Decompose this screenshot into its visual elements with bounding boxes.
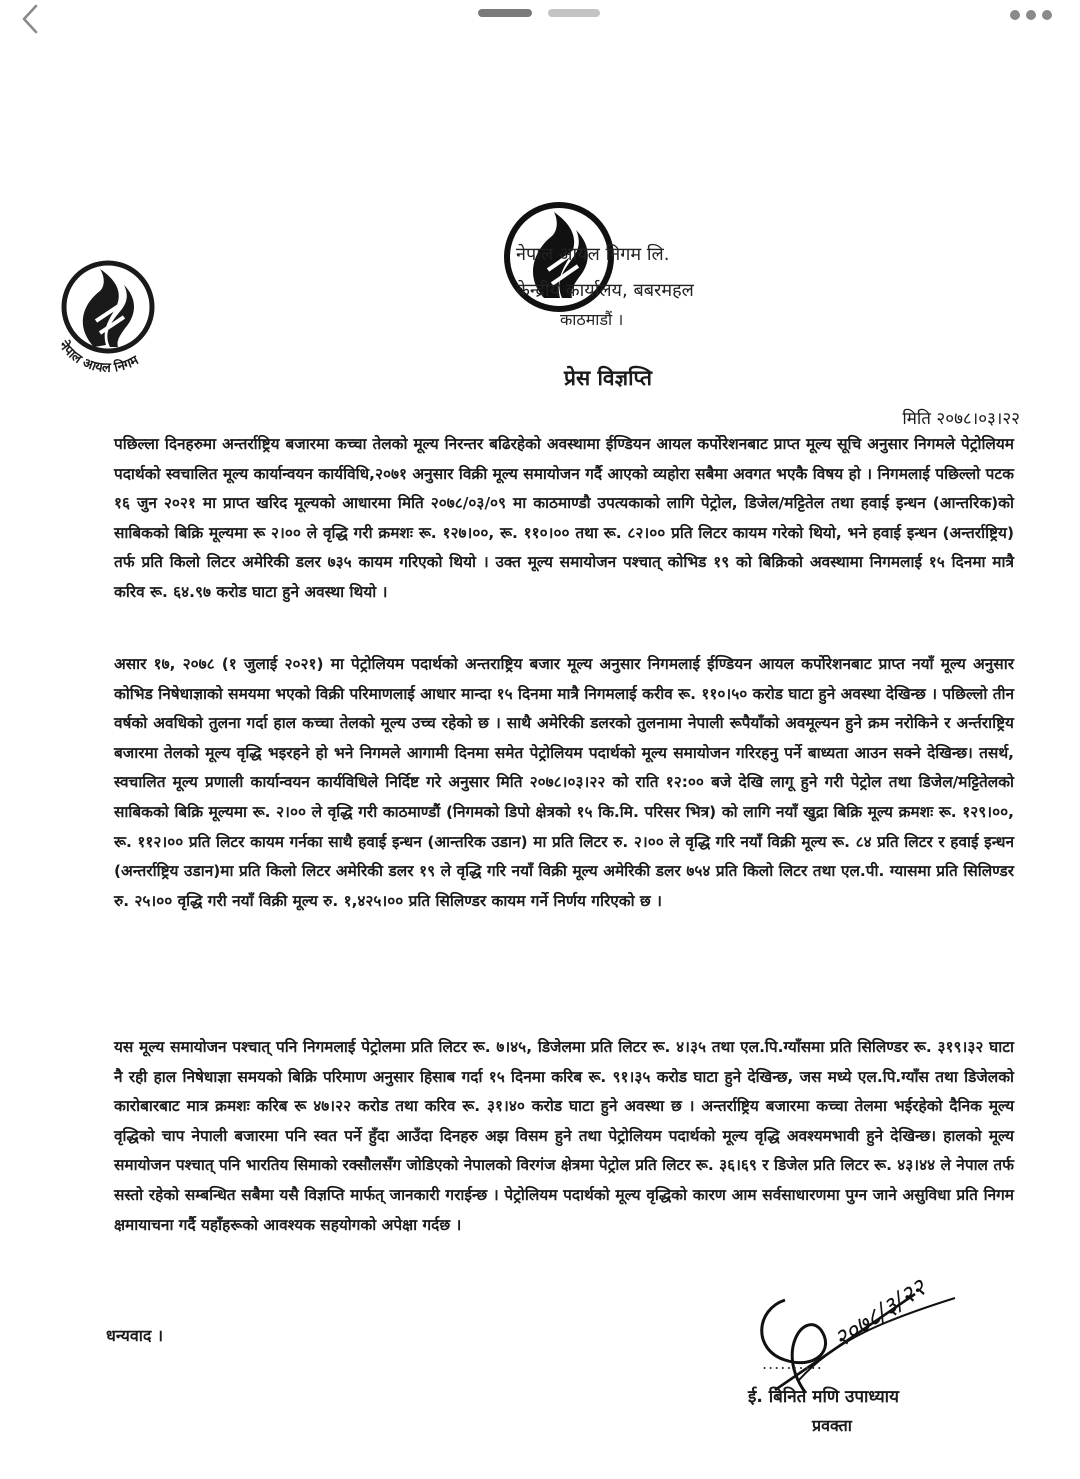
logo-seal-text: नेपाल आयल निगम [55, 338, 142, 376]
more-horizontal-icon [1006, 4, 1056, 26]
document-date: मिति २०७८।०३।२२ [902, 409, 1020, 429]
body-paragraph-3: यस मूल्य समायोजन पश्चात् पनि निगमलाई पेट्रोलमा प्रति लिटर रू. ७।४५, डिजेलमा प्रति लिटर रू. ४।३५ तथा एल.पि.ग्याँसमा प्रति सिलिण्डर रू. ३१९।३२ घाटा नै रही हाल निषेधाज्ञा समयको बिक्रि परिमाण अनुसार हिसाब गर्दा १५ दिनमा करिब रू. ९१।३५ करोड घाटा हुने देखिन्छ, जस मध्ये एल.पि.ग्याँस तथा डिजेलको कारोबारबाट मात्र क्रमशः करिब रू ४७।२२ करोड तथा करिव रू. ३१।४० करोड घाटा हुने अवस्था छ । अन्तर्राष्ट्रिय बजारमा कच्चा तेलमा भईरहेको दैनिक मूल्य वृद्धिको चाप नेपाली बजारमा पनि स्वत पर्ने हुँदा आउँदा दिनहरु अझ विसम हुने तथा पेट्रोलियम पदार्थको मूल्य वृद्धि अवश्यमभावी हुने देखिन्छ। हालको मूल्य समायोजन पश्चात् पनि भारतिय सिमाको रक्सौलसँग जोडिएको नेपालको विरगंज क्षेत्रमा पेट्रोल प्रति लिटर रू. ३६।६९ र डिजेल प्रति लिटर रू. ४३।४४ ले नेपाल तर्फ सस्तो रहेको सम्बन्धित सबैमा यसै विज्ञप्ति मार्फत् जानकारी गराईन्छ । पेट्रोलियम पदार्थको मूल्य वृद्धिको कारण आम सर्वसाधारणमा पुग्न जाने असुविधा प्रति निगम क्षमायाचना गर्दै यहाँहरूको आवश्यक सहयोगको अपेक्षा गर्दछ । [114, 1038, 1014, 1234]
signer-name: ई. बिनित मणि उपाध्याय [748, 1387, 899, 1407]
back-button[interactable] [12, 2, 46, 36]
body-paragraph-1: पछिल्ला दिनहरुमा अन्तर्राष्ट्रिय बजारमा कच्चा तेलको मूल्य निरन्तर बढिरहेको अवस्थामा ईण्डियन आयल कर्पोरेशनबाट प्राप्त मूल्य सूचि अनुसार निगमले पेट्रोलियम पदार्थको स्वचालित मूल्य कार्यान्वयन कार्यविधि,२०७१ अनुसार विक्री मूल्य समायोजन गर्दै आएको व्यहोरा सबैमा अवगत भएकै विषय हो । निगमलाई पछिल्लो पटक १६ जुन २०२१ मा प्राप्त खरिद मूल्यको आधारमा मिति २०७८/०३/०९ मा काठमाण्डौ उपत्यकाको लागि पेट्रोल, डिजेल/मट्टितेल तथा हवाई इन्धन (आन्तरिक)को साबिकको बिक्रि मूल्यमा रू २।०० ले वृद्धि गरी क्रमशः रू. १२७।००, रू. ११०।०० तथा रू. ८२।०० प्रति लिटर कायम गरेको थियो, भने हवाई इन्धन (अन्तर्राष्ट्रिय) तर्फ प्रति किलो लिटर अमेरिकी डलर ७३५ कायम गरिएको थियो । उक्त मूल्य समायोजन पश्चात् कोभिड १९ को बिक्रिको अवस्थामा निगमलाई १५ दिनमा मात्रै करिव रू. ६४.९७ करोड घाटा हुने अवस्था थियो । [114, 435, 1014, 601]
closing-thanks: धन्यवाद । [106, 1326, 164, 1345]
org-city: काठमाडौं । [560, 310, 624, 329]
more-options-button[interactable] [1006, 4, 1056, 26]
press-release-document [0, 140, 1080, 1479]
page-indicator-dot-2[interactable] [548, 9, 600, 17]
page-indicator-dot-1[interactable] [478, 9, 532, 17]
org-name: नेपाल आयल निगम लि. [516, 244, 670, 265]
body-paragraph-2: असार १७, २०७८ (१ जुलाई २०२१) मा पेट्रोलियम पदार्थको अन्तराष्ट्रिय बजार मूल्य अनुसार निगमलाई ईण्डियन आयल कर्पोरेशनबाट प्राप्त नयाँ मूल्य अनुसार कोभिड निषेधाज्ञाको समयमा भएको विक्री परिमाणलाई आधार मान्दा १५ दिनमा मात्रै निगमलाई करीव रू. ११०।५० करोड घाटा हुने अवस्था देखिन्छ । पछिल्लो तीन वर्षको अवधिको तुलना गर्दा हाल कच्चा तेलको मूल्य उच्च रहेको छ । साथै अमेरिकी डलरको तुलनामा नेपाली रूपैयाँको अवमूल्यन हुने क्रम नरोकिने र अर्न्तराष्ट्रिय बजारमा तेलको मूल्य वृद्धि भइरहने हो भने निगमले आगामी दिनमा समेत पेट्रोलियम पदार्थको मूल्य समायोजन गरिरहनु पर्ने बाध्यता आउन सक्ने देखिन्छ। तसर्थ, स्वचालित मूल्य प्रणाली कार्यान्वयन कार्यविधिले निर्दिष्ट गरे अनुसार मिति २०७८।०३।२२ को राति १२:०० बजे देखि लागू हुने गरी पेट्रोल तथा डिजेल/मट्टितेलको साबिकको बिक्रि मूल्यमा रू. २।०० ले वृद्धि गरी काठमाण्डौं (निगमको डिपो क्षेत्रको १५ कि.मि. परिसर भित्र) को लागि नयाँ खुद्रा बिक्रि मूल्य क्रमशः रू. १२९।००, रू. ११२।०० प्रति लिटर कायम गर्नका साथै हवाई इन्धन (आन्तरिक उडान) मा प्रति लिटर रु. २।०० ले वृद्धि गरि नयाँ विक्री मूल्य रू. ८४ प्रति लिटर र हवाई इन्धन (अन्तर्राष्ट्रिय उडान)मा प्रति किलो लिटर अमेरिकी डलर १९ ले वृद्धि गरि नयाँ विक्री मूल्य अमेरिकी डलर ७५४ प्रति किलो लिटर तथा एल.पी. ग्यासमा प्रति सिलिण्डर रु. २५।०० वृद्धि गरी नयाँ विक्री मूल्य रु. १,४२५।०० प्रति सिलिण्डर कायम गर्ने निर्णय गरिएको छ । [114, 655, 1014, 910]
nepal-oil-corporation-logo [44, 255, 172, 383]
signer-role: प्रवक्ता [812, 1416, 852, 1435]
viewer-top-bar [0, 0, 1080, 40]
signature-date: २०७८/३/२२ [828, 1273, 931, 1354]
org-office: केन्द्रीय कार्यालय, बबरमहल [516, 280, 694, 301]
document-title: प्रेस विज्ञप्ति [564, 366, 652, 390]
chevron-left-icon [12, 2, 46, 36]
signature-line: .......... [762, 1354, 823, 1373]
